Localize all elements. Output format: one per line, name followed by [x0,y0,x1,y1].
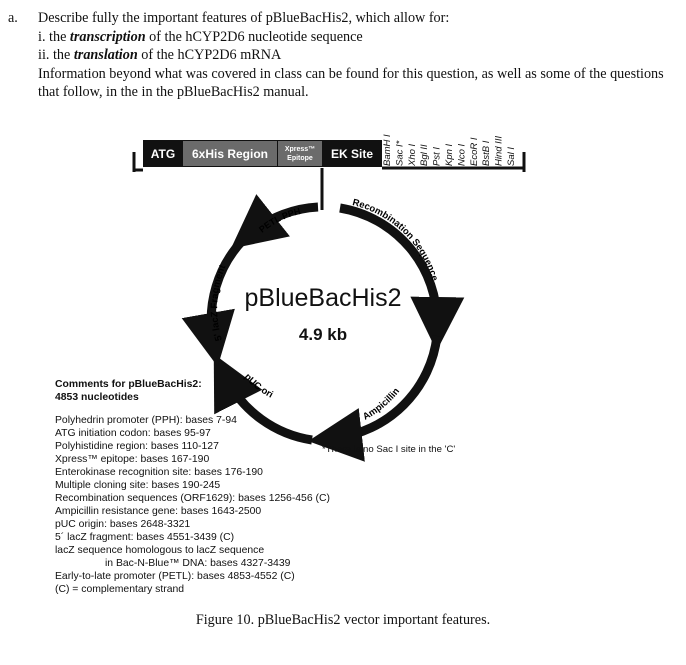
comment-line: Xpress™ epitope: bases 167-190 [55,454,210,465]
lacz-label: 5' lacZ Fragment [209,263,229,343]
comments-subtitle: 4853 nucleotides [55,392,139,403]
comment-line: Early-to-late promoter (PETL): bases 4853-4552 (C) [55,571,295,582]
item-i-prefix: i. the [38,28,70,45]
comment-line: pUC origin: bases 2648-3321 [55,519,191,530]
item-ii-prefix: ii. the [38,47,74,63]
epitope-label: Epitope [287,155,313,162]
comments-block [55,378,395,596]
comments-title: Comments for pBlueBacHis2: [55,379,202,390]
xpress-label: Xpress™ [284,146,316,153]
restriction-site-label: Nco I [456,143,468,166]
puc-ori-label: pUC ori [241,371,275,401]
figure-caption: Figure 10. pBlueBacHis2 vector important features. [195,612,491,628]
comment-line: Ampicillin resistance gene: bases 1643-2500 [55,506,262,517]
comment-line: in Bac-N-Blue™ DNA: bases 4327-3439 [105,558,291,569]
restriction-site-label: BamH I [382,134,393,166]
svg-text:Recombination Sequence [351,197,440,282]
recombination-label: Recombination Sequence [351,197,441,283]
restriction-site-label: Xho I [406,143,418,166]
comment-line: Polyhistidine region: bases 110-127 [55,441,219,452]
item-i-suffix: of the hCYP2D6 nucleotide sequence [145,28,363,45]
footnote: *There is no Sac I site in the 'C' [322,444,456,455]
svg-text:5' lacZ Fragment [209,263,228,343]
comment-line: ATG initiation codon: bases 95-97 [55,428,211,439]
comment-line: Polyhedrin promoter (PPH): bases 7-94 [55,415,237,426]
item-i-emphasis: transcription [69,28,146,45]
restriction-site-label: Hind III [493,135,505,166]
question-text: Describe fully the important features of pBlueBacHis2, which allow for: [38,10,450,26]
ek-site-label: EK Site [330,147,374,161]
restriction-site-label: Sal I [506,146,517,166]
his-region-label: 6xHis Region [191,147,269,161]
item-ii-emphasis: translation [73,47,138,63]
restriction-site-label: Bgl II [419,144,431,166]
comment-line: 5´ lacZ fragment: bases 4551-3439 (C) [55,532,235,543]
question-info: Information beyond what was covered in class can be found for this question, as well as some of the questions that follow, in the in the pBlueBacHis2 manual. [38,65,664,100]
xpress-box [278,141,322,166]
restriction-site-label: Pst I [431,146,443,166]
comment-line: Enterokinase recognition site: bases 176-190 [55,467,263,478]
restriction-site-label: BstB I [481,140,493,166]
comment-line: lacZ sequence homologous to lacZ sequence [55,545,265,556]
item-ii-suffix: of the hCYP2D6 mRNA [137,47,282,63]
plasmid-size: 4.9 kb [298,325,348,344]
ampicillin-label: Ampicillin [361,385,402,423]
atg-label: ATG [150,147,176,161]
restriction-site-label: EcoR I [468,137,480,166]
restriction-sites [382,134,517,167]
restriction-site-label: Sac I* [394,140,406,166]
restriction-site-label: Kpn I [444,143,455,166]
comment-line: (C) = complementary strand [55,584,185,595]
comment-line: Multiple cloning site: bases 190-245 [55,480,221,491]
comment-line: Recombination sequences (ORF1629): bases 1256-456 (C) [55,493,330,504]
question-label: a. [8,10,18,26]
plasmid-name: pBlueBacHis2 [244,284,402,312]
petl-pph-label: PETL PPH [257,205,302,235]
